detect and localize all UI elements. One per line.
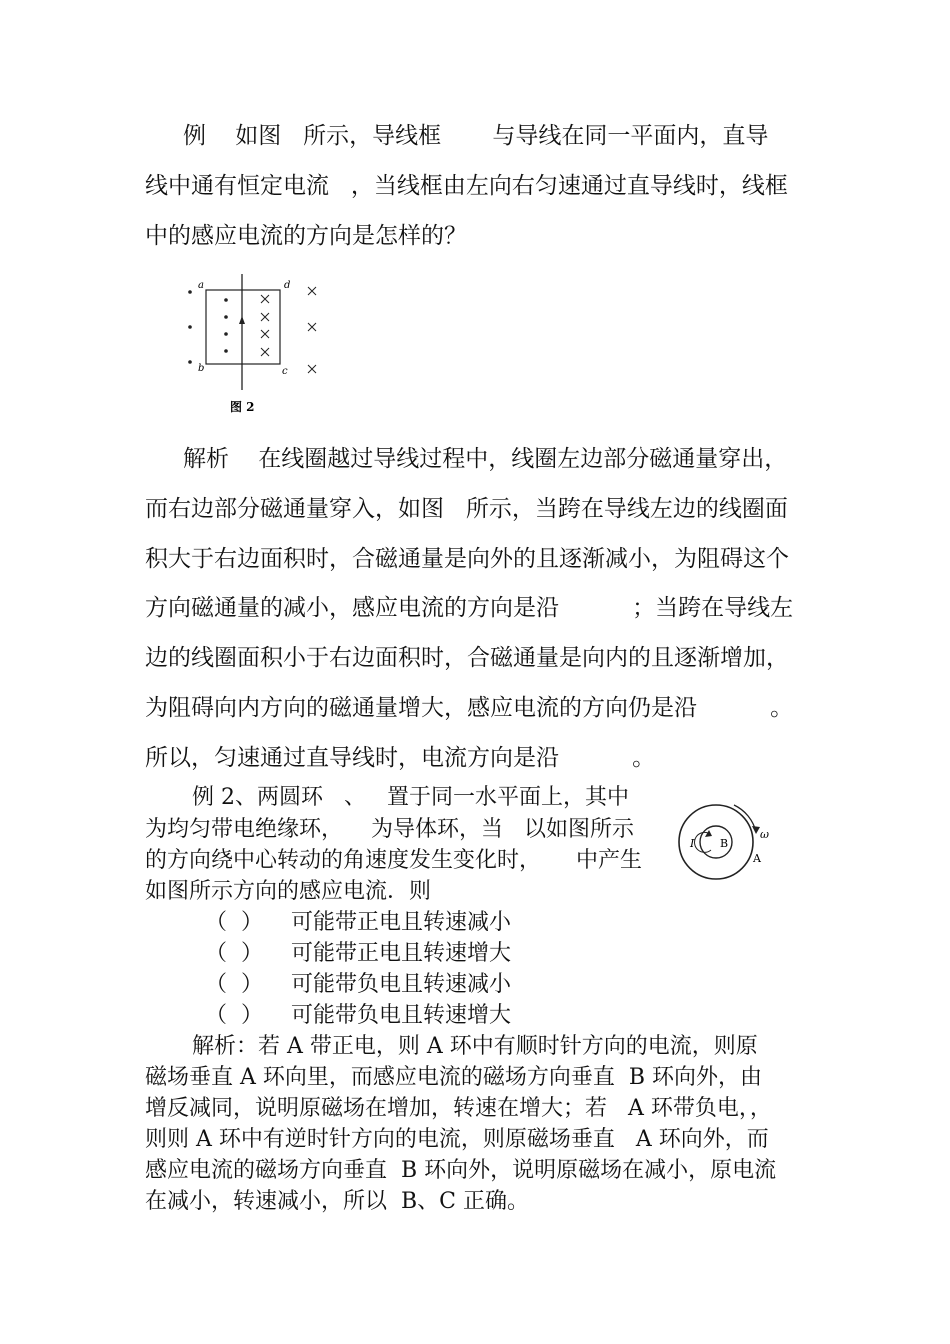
rotation-arrow-icon <box>752 826 760 834</box>
wire-frame-rect <box>206 290 280 364</box>
example1-line-1: 例 如图 所示，导线框 与导线在同一平面内，直导 <box>183 123 769 149</box>
analysis2-line-2: 磁场垂直 A 环向里，而感应电流的磁场方向垂直 B 环向外，由 <box>145 1065 763 1090</box>
field-cross-icons-inside <box>261 295 269 356</box>
omega-label: ω <box>760 828 769 841</box>
option-b: （ ） 可能带正电且转速增大 <box>205 941 511 966</box>
analysis2-line-1: 解析：若 A 带正电，则 A 环中有顺时针方向的电流，则原 <box>192 1034 758 1059</box>
example2-line-4: 如图所示方向的感应电流．则 <box>145 879 432 904</box>
field-dot-icon <box>224 298 228 302</box>
analysis2-line-3: 增反减同，说明原磁场在增加，转速在增大；若 A 环带负电，， <box>145 1096 772 1121</box>
field-dot-icon <box>224 349 228 353</box>
field-dot-icon <box>224 332 228 336</box>
label-d: d <box>284 280 291 291</box>
analysis1-line-2: 而右边部分磁通量穿入，如图 所示，当跨在导线左边的线圈面 <box>145 496 788 522</box>
label-c: c <box>282 366 288 377</box>
option-c: （ ） 可能带负电且转速减小 <box>205 972 511 997</box>
analysis1-line-1: 解析 在线圈越过导线过程中，线圈左边部分磁通量穿出， <box>183 446 788 472</box>
field-dot-icon <box>188 360 192 364</box>
analysis2-line-4: 则则 A 环中有逆时针方向的电流，则原磁场垂直 A 环向外，而 <box>145 1127 769 1152</box>
current-arrow-icon <box>239 316 245 324</box>
example2-line-3: 的方向绕中心转动的角速度发生变化时， 中产生 <box>145 848 642 873</box>
figure-rings <box>672 800 782 885</box>
example2-line-1: 例 2、两圆环 、 置于同一水平面上，其中 <box>192 785 629 810</box>
example1-line-2: 线中通有恒定电流 ，当线框由左向右匀速通过直导线时，线框 <box>145 173 788 199</box>
analysis2-line-6: 在减小，转速减小，所以 B、C 正确。 <box>145 1189 529 1214</box>
analysis2-line-5: 感应电流的磁场方向垂直 B 环向外，说明原磁场在减小，原电流 <box>145 1158 777 1183</box>
field-dot-icon <box>224 315 228 319</box>
example2-line-2: 为均匀带电绝缘环， 为导体环，当 以如图所示 <box>145 817 634 842</box>
figure-2-wire-frame <box>180 270 340 420</box>
field-dot-icon <box>188 325 192 329</box>
analysis1-line-7: 所以，匀速通过直导线时，电流方向是沿 。 <box>145 745 656 771</box>
analysis1-line-5: 边的线圈面积小于右边面积时，合磁通量是向内的且逐渐增加， <box>145 645 789 671</box>
label-b: b <box>198 363 205 374</box>
label-a: a <box>198 280 204 291</box>
current-label-i: I <box>690 837 695 850</box>
analysis1-line-4: 方向磁通量的减小，感应电流的方向是沿 ；当跨在导线左 <box>145 595 794 621</box>
field-dot-icon <box>188 290 192 294</box>
analysis1-line-3: 积大于右边面积时，合磁通量是向外的且逐渐减小，为阻碍这个 <box>145 546 789 572</box>
example1-line-3: 中的感应电流的方向是怎样的？ <box>145 223 467 249</box>
current-arrow-icon <box>705 830 712 837</box>
figure-caption: 图 2 <box>230 400 255 414</box>
option-d: （ ） 可能带负电且转速增大 <box>205 1003 511 1028</box>
ring-a-label: A <box>753 852 761 865</box>
ring-b-label: B <box>720 837 729 850</box>
option-a: （ ） 可能带正电且转速减小 <box>205 910 511 935</box>
field-cross-icons-outside <box>308 287 316 373</box>
analysis1-line-6: 为阻碍向内方向的磁通量增大，感应电流的方向仍是沿 。 <box>145 695 794 721</box>
